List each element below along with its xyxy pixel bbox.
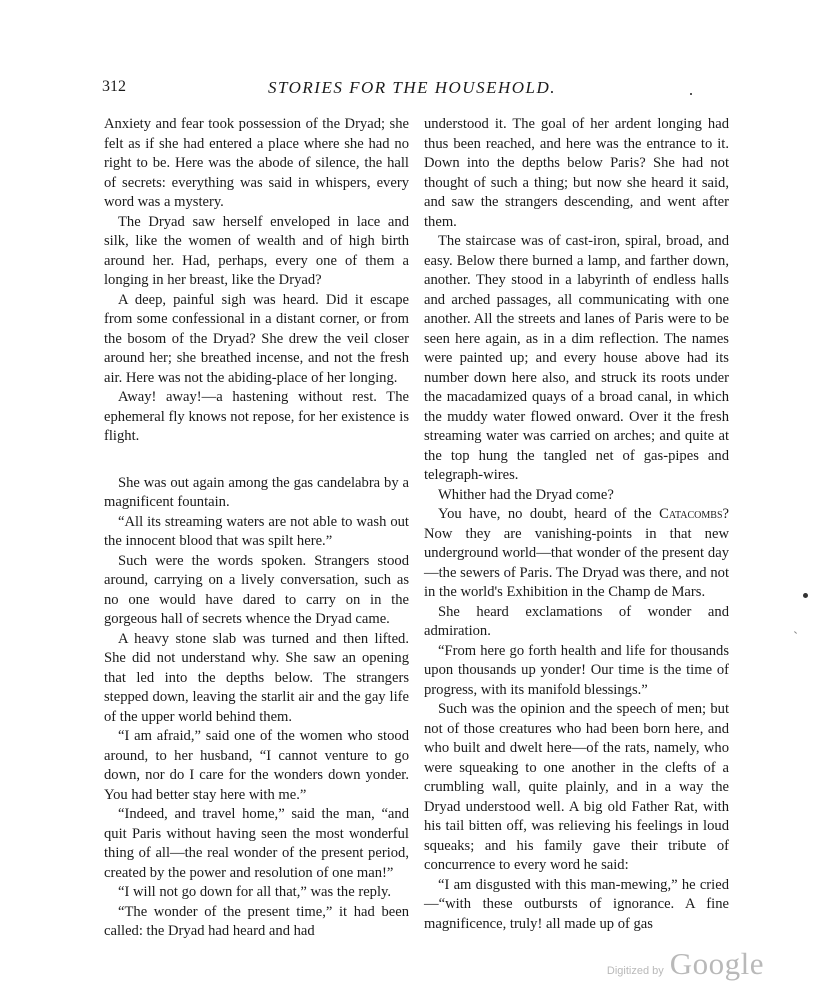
paragraph: Away! away!—a hastening without rest. The ephemeral fly knows not repose, for her existence is flight. [104,389,409,444]
paragraph: A deep, painful sigh was heard. Did it escape from some confessional in a distant corner, or from the bosom of the Dryad? She drew the veil closer around her; she breathed incense, and not the fresh air. Here was not the abiding-place of her longing. [104,291,409,386]
paragraph: understood it. The goal of her ardent longing had thus been reached, and here was the entrance to it. Down into the depths below Paris? She had not thought of such a thing; but now she heard it said, and saw the strangers descending, and went after them. [424,116,729,230]
right-column [424,115,729,934]
paragraph: Such was the opinion and the speech of men; but not of those creatures who had been born here, and who built and dwelt here—of the rats, namely, who were squeaking to one another in the clefts of a crumbling wall, quite plainly, and in a way the Dryad understood well. A big old Father Rat, with his tail bitten off, was relieving his feelings in loud squeaks; and his family gave their tribute of concurrence to every word he said: [424,701,729,873]
paragraph-text: ? Now they are vanishing-points in that new underground world—that wonder of the present day—the sewers of Paris. The Dryad was there, and not in the world's Exhibition in the Champ de Mars. [424,506,729,600]
paragraph: The staircase was of cast-iron, spiral, broad, and easy. Below there burned a lamp, and farther down, another. They stood in a labyrinth of endless halls and arched passages, all communicating with one another. All the streets and lanes of Paris were to be seen here again, as in a dim reflection. The names were painted up; and every house above had its number down here also, and struck its roots under the macadamized quays of a broad canal, in which the muddy water flowed onward. Over it the fresh streaming water was carried on arches; and quite at the top hung the tangled net of gas-pipes and telegraph-wires. [424,233,729,483]
paragraph-text: You have, no doubt, heard of the [438,506,660,522]
paragraph: She heard exclamations of wonder and admiration. [424,603,729,639]
paragraph [424,505,729,603]
paragraph: “I am afraid,” said one of the women who stood around, to her husband, “I cannot venture to go down, nor do I care for the wonders down yonder. You had better stay here with me.” [104,728,409,803]
paragraph: “Indeed, and travel home,” said the man, “and quit Paris without having seen the most wonderful thing of all—the real wonder of the present period, created by the power and resolution of one man!” [104,806,409,881]
paragraph: Such were the words spoken. Strangers stood around, carrying on a lively conversation, such as no one would have dared to carry on in the gorgeous hall of secrets whence the Dryad came. [104,552,409,627]
page-header [102,78,722,102]
paragraph: “The wonder of the present time,” it had been called: the Dryad had heard and had [104,903,409,939]
paragraph: “I will not go down for all that,” was the reply. [118,884,392,900]
ink-speck [794,631,797,634]
ink-speck [803,593,808,598]
left-column [104,115,409,942]
paragraph: Anxiety and fear took possession of the Dryad; she felt as if she had entered a place where she had no right to be. Here was the abode of silence, the hall of secrets: everything was said in whispers, every word was a mystery. [104,116,409,210]
paragraph: “From here go forth health and life for thousands upon thousands up yonder! Our time is the time of progress, with its manifold blessings.” [424,642,729,698]
small-caps-term: Catacombs [659,506,723,522]
paragraph: She was out again among the gas candelabra by a magnificent fountain. [104,474,409,510]
paragraph: “All its streaming waters are not able to wash out the innocent blood that was spilt here.” [104,513,409,549]
paragraph: “I am disgusted with this man-mewing,” he cried—“with these outbursts of ignorance. A fine magnificence, truly! all made up of gas [424,876,729,932]
watermark-prefix: Digitized by [606,965,664,977]
paragraph: The Dryad saw herself enveloped in lace and silk, like the women of wealth and of high birth around her. Had, perhaps, every one of them a longing in her breast, like the Dryad? [104,213,409,288]
page-number: 312 [102,78,126,95]
google-logo: Google [669,946,764,981]
paragraph: A heavy stone slab was turned and then lifted. She did not understand why. She saw an opening that led into the depths below. The strangers stepped down, leaving the starlit air and the gay life of the upper world behind them. [104,630,409,725]
digitized-watermark [607,946,764,982]
ink-speck [690,93,692,95]
running-head: STORIES FOR THE HOUSEHOLD. [267,78,556,97]
paragraph: Whither had the Dryad come? [438,486,614,503]
